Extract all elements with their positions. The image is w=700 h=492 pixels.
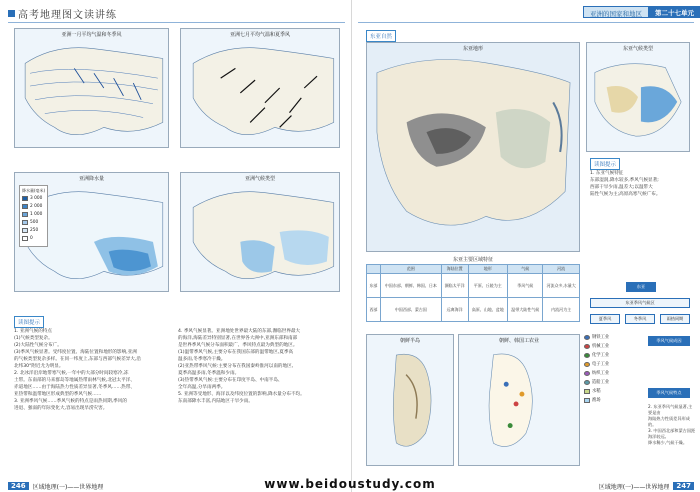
text-col1 — [14, 328, 174, 412]
map-east-asia-climate — [586, 42, 690, 152]
table-cell: 内流河为主 — [543, 298, 580, 322]
reading-tip-tag: 读图提示 — [14, 316, 44, 328]
map-east-asia-terrain — [366, 42, 580, 252]
text-line: 1. 亚洲气候的特点 — [14, 329, 53, 334]
table-header: 海陆位置 — [441, 265, 468, 274]
precip-legend — [19, 185, 48, 247]
map-title: 亚洲气候类型 — [244, 176, 275, 182]
region-table — [366, 264, 580, 322]
text-line: 土带。东南部的马来群岛等地属热带雨林气候,北冠太平洋、 — [14, 378, 135, 383]
text-line: 4. 季风气候显著。亚洲地处世界最大陆的东部,濒临世界最大 — [178, 329, 301, 334]
header-square-icon — [8, 10, 15, 17]
text-line: 东南部降水丰富,内陆地区干旱少雨。 — [178, 399, 253, 404]
text-line: 北纬30°附近尤为明显。 — [14, 364, 64, 369]
text-line: 陆性气候为主;高原高寒气候广布。 — [590, 192, 661, 197]
map-title: 亚洲一月平均气温和冬季风 — [61, 32, 122, 38]
table-cell: 中国西部、蒙古国 — [380, 298, 441, 322]
text-line: 夏季高温多雨,冬季温和少雨。 — [178, 371, 240, 376]
watermark: www.beidoustudy.com — [264, 477, 436, 491]
unit-label: 亚洲的国家和地区 — [583, 6, 649, 18]
map-climate-figure — [181, 173, 339, 291]
table-row — [367, 274, 580, 298]
map-jan-temp — [14, 28, 169, 148]
legend-item: 水稻 — [592, 389, 601, 394]
map-title: 朝鲜、韩国工农业 — [498, 338, 539, 344]
table-cell: 河流众多,水量大 — [543, 274, 580, 298]
map-korea-industry-figure — [459, 335, 579, 465]
map-korea-industry — [458, 334, 580, 466]
footer-title: 区域地理(一)——世界地理 — [32, 483, 104, 491]
text-line: 温多雨,冬季寒冷干燥。 — [178, 357, 226, 362]
table-cell: 濒临太平洋 — [441, 274, 468, 298]
text-line: (1)气候类型复杂。 — [14, 336, 53, 341]
legend-value: 500 — [30, 220, 39, 225]
table-header: 气候 — [508, 265, 543, 274]
text-line: 3. 中国西北部和蒙古国距海洋较远, — [648, 428, 696, 439]
page-number: 246 — [8, 482, 29, 490]
text-line: 的海洋,海陆差异特别显著,在世界各大洲中,亚洲东部和南部 — [178, 336, 298, 341]
text-line: 3. 亚洲季风气候……季风气候的特点是雨热同期,季风的 — [14, 399, 127, 404]
table-title: 东亚主要区域特征 — [452, 257, 493, 263]
table-cell: 高原、山地、盆地 — [468, 298, 508, 322]
map-climate — [180, 172, 340, 292]
flow-start: 东亚 — [626, 282, 656, 292]
text-line: 1. 东亚气候特征 — [590, 171, 624, 176]
page-header-left — [8, 6, 117, 21]
text-line: (2)大陆性气候分布广。 — [14, 343, 62, 348]
legend-item: 纺织工业 — [592, 371, 610, 376]
text-line: (1)温带季风气候,主要分布在我国东部的温带地区,夏季高 — [178, 350, 294, 355]
table-header — [367, 265, 381, 274]
flow-bottom: 季风气候特点 — [648, 388, 690, 398]
map-jul-temp — [180, 28, 340, 148]
text-line: 降水稀少,气候干燥。 — [648, 440, 688, 445]
map-title: 东亚地形 — [462, 46, 483, 52]
text-line: 5. 亚洲等受地形、海洋以及纬度位置的影响,降水量分布不均。 — [178, 392, 305, 397]
text-line: 全年高温,分旱雨两季。 — [178, 385, 226, 390]
text-line: 亚热带和温带地区形成典型的季风气候…… — [14, 392, 102, 397]
map-title: 朝鲜半岛 — [399, 338, 420, 344]
text-line: 是世界季风气候分布面积最广、季风特点最为典型的地区。 — [178, 343, 298, 348]
map-jul-temp-figure — [181, 29, 339, 147]
legend-value: 1 000 — [30, 212, 43, 217]
map-east-asia-terrain-figure — [367, 43, 579, 251]
map-precip — [14, 172, 169, 292]
table-header: 河流 — [543, 265, 580, 274]
text-line: (3)热带季风气候:主要分布在印度半岛、中南半岛、 — [178, 378, 283, 383]
legend-value: 0 — [30, 236, 33, 241]
map-korea — [366, 334, 454, 466]
table-cell: 西部 — [367, 298, 381, 322]
reading-tip-tag-right: 读图提示 — [590, 158, 620, 170]
legend-item: 渔场 — [592, 398, 601, 403]
legend-value: 250 — [30, 228, 39, 233]
text-line: 2. 北冰洋沿岸地带寒气候,一年中的大部分时间较寒冷,冻 — [14, 371, 129, 376]
map-title: 亚洲降水量 — [78, 176, 104, 182]
flow-item: 冬季风 — [625, 314, 655, 324]
footer-title: 区域地理(一)——世界地理 — [598, 483, 670, 491]
map-east-asia-climate-figure — [587, 43, 689, 151]
text-line: 2. 东亚季风气候显著,主要是由 — [648, 404, 693, 415]
table-cell: 东部 — [367, 274, 381, 298]
text-line: 赤道地区……由于海陆热力性质差异显著,冬季风……热带、 — [14, 385, 135, 390]
book-title: 高考地理图文读讲练 — [18, 10, 117, 21]
table-header: 范围 — [380, 265, 441, 274]
text-line: 东部湿润,降水较多,季风气候显著; — [590, 178, 659, 183]
unit-badge: 第二十七单元 — [649, 6, 700, 18]
table-row — [367, 298, 580, 322]
text-line: 的气候类型复杂多样。在同一纬度上,东部与西部气候差异大,沿 — [14, 357, 141, 362]
table-cell: 温带大陆性气候 — [508, 298, 543, 322]
text-line: 海陆热力性质差异形成的。 — [648, 416, 690, 427]
flow-mid: 季风气候成因 — [648, 336, 690, 346]
precip-legend-title: 降水量(毫米) — [22, 188, 46, 193]
text-col2 — [178, 328, 344, 405]
map-jan-temp-figure — [15, 29, 168, 147]
text-line: 进退、强弱的年际变化大,容易出现旱涝灾害。 — [14, 406, 108, 411]
legend-item: 化学工业 — [592, 353, 610, 358]
east-asia-tag: 东亚自然 — [366, 30, 396, 42]
map-title: 亚洲七月平均气温和夏季风 — [229, 32, 290, 38]
table-header: 地形 — [468, 265, 508, 274]
text-line: (2)亚热带季风气候:主要分布在我国秦岭淮河以南的地区, — [178, 364, 294, 369]
table-cell: 季风气候 — [508, 274, 543, 298]
flow-label: 东亚季风气候区 — [590, 298, 690, 308]
text-line: 西部干旱少雨,温差大;以温带大 — [590, 185, 653, 190]
flow-item: 雨热同期 — [660, 314, 690, 324]
legend-item: 钢铁工业 — [592, 335, 610, 340]
legend-value: 2 000 — [30, 204, 43, 209]
page-number: 247 — [673, 482, 694, 490]
right-page — [352, 0, 700, 492]
table-cell: 远离海洋 — [441, 298, 468, 322]
legend-item: 电子工业 — [592, 362, 610, 367]
legend-item: 造船工业 — [592, 380, 610, 385]
legend-value: 3 000 — [30, 196, 43, 201]
side-text-2 — [648, 404, 696, 446]
side-text — [590, 170, 690, 198]
map-title: 东亚气候类型 — [622, 46, 653, 52]
text-line: (3)季风气候显著。受纬度位置、海陆位置和地形的影响,亚洲 — [14, 350, 137, 355]
map-korea-figure — [367, 335, 453, 465]
table-cell: 中国东部、朝鲜、韩国、日本 — [380, 274, 441, 298]
legend-item: 机械工业 — [592, 344, 610, 349]
unit-header — [583, 6, 700, 18]
table-cell: 平原、丘陵为主 — [468, 274, 508, 298]
korea-legend — [584, 334, 644, 406]
flow-item: 夏季风 — [590, 314, 620, 324]
